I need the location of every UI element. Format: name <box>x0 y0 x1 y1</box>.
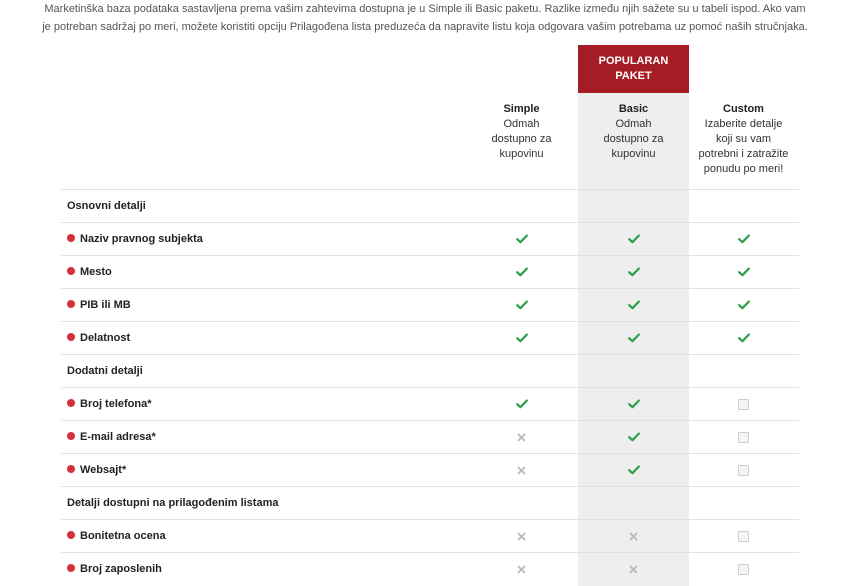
section-header-row <box>61 486 799 519</box>
check-icon <box>578 454 689 486</box>
row-label-text: Detalji dostupni na prilagođenim listama <box>67 497 279 509</box>
feature-label <box>67 388 152 420</box>
cross-icon <box>578 520 689 552</box>
intro-text: Marketinška baza podataka sastavljena prema vašim zahtevima dostupna je u Simple ili Basic paketu. Razlike između njih sažete su u tabeli ispod. Ako vam je potreban sadržaj po meri, možete koristiti opciju Prilagođena lista preduzeća da napravite listu koja odgovara vašim potrebama uz pomoć naših stručnjaka. <box>42 3 808 33</box>
option-checkbox[interactable] <box>738 564 749 575</box>
option-checkbox[interactable] <box>738 399 749 410</box>
row-label-text: Delatnost <box>80 332 131 344</box>
row-label-text: Dodatni detalji <box>67 365 143 377</box>
table-row <box>61 552 799 585</box>
bullet-dot-icon <box>67 432 75 440</box>
check-icon <box>466 223 577 255</box>
plan-name: Custom <box>723 103 764 115</box>
check-icon <box>466 256 577 288</box>
cross-icon <box>466 454 577 486</box>
bullet-dot-icon <box>67 465 75 473</box>
table-row <box>61 288 799 321</box>
cross-icon <box>578 553 689 585</box>
feature-label <box>67 289 131 321</box>
row-label-text: Websajt* <box>80 464 127 476</box>
table-row <box>61 255 799 288</box>
check-icon <box>578 322 689 354</box>
bullet-dot-icon <box>67 267 75 275</box>
check-icon <box>578 388 689 420</box>
checkbox-cell[interactable] <box>688 421 799 453</box>
feature-label <box>67 223 203 255</box>
feature-label <box>67 520 166 552</box>
feature-label <box>67 256 112 288</box>
section-header-row <box>61 354 799 387</box>
bullet-dot-icon <box>67 333 75 341</box>
plan-name: Simple <box>503 103 540 115</box>
check-icon <box>688 256 799 288</box>
section-header-row <box>61 189 799 222</box>
section-label <box>67 190 146 222</box>
plan-description: Izaberite detalje koji su vam potrebni i zatražite ponudu po meri! <box>698 118 789 175</box>
checkbox-cell[interactable] <box>688 553 799 585</box>
table-row <box>61 519 799 552</box>
plan-name: Basic <box>618 103 649 115</box>
row-label-text: Bonitetna ocena <box>80 530 166 542</box>
feature-label <box>67 322 130 354</box>
feature-label <box>67 553 162 585</box>
bullet-dot-icon <box>67 531 75 539</box>
feature-label <box>67 454 126 486</box>
option-checkbox[interactable] <box>738 432 749 443</box>
row-label-text: Mesto <box>80 266 112 278</box>
bullet-dot-icon <box>67 399 75 407</box>
table-row <box>61 222 799 255</box>
check-icon <box>466 388 577 420</box>
row-label-text: PIB ili MB <box>80 299 131 311</box>
checkbox-cell[interactable] <box>688 520 799 552</box>
check-icon <box>578 289 689 321</box>
check-icon <box>578 421 689 453</box>
check-icon <box>466 322 577 354</box>
plan-custom <box>688 102 799 177</box>
bullet-dot-icon <box>67 564 75 572</box>
check-icon <box>688 322 799 354</box>
table-row <box>61 453 799 486</box>
plan-simple <box>466 102 577 162</box>
plan-description: Odmah dostupno za kupovinu <box>603 118 664 160</box>
bullet-dot-icon <box>67 234 75 242</box>
cross-icon <box>466 520 577 552</box>
section-label <box>67 487 278 519</box>
check-icon <box>578 256 689 288</box>
plan-description: Odmah dostupno za kupovinu <box>491 118 552 160</box>
cross-icon <box>466 553 577 585</box>
row-label-text: E-mail adresa* <box>80 431 156 443</box>
check-icon <box>688 289 799 321</box>
checkbox-cell[interactable] <box>688 388 799 420</box>
row-label-text: Osnovni detalji <box>67 200 146 212</box>
bullet-dot-icon <box>67 300 75 308</box>
cross-icon <box>466 421 577 453</box>
section-label <box>67 355 143 387</box>
popular-badge <box>578 45 689 93</box>
table-row <box>61 321 799 354</box>
table-row <box>61 387 799 420</box>
row-label-text: Broj telefona* <box>80 398 152 410</box>
check-icon <box>688 223 799 255</box>
check-icon <box>466 289 577 321</box>
check-icon <box>578 223 689 255</box>
option-checkbox[interactable] <box>738 465 749 476</box>
table-row <box>61 420 799 453</box>
row-label-text: Broj zaposlenih <box>80 563 162 575</box>
feature-label <box>67 421 156 453</box>
checkbox-cell[interactable] <box>688 454 799 486</box>
plan-basic <box>578 102 689 162</box>
row-label-text: Naziv pravnog subjekta <box>80 233 203 245</box>
option-checkbox[interactable] <box>738 531 749 542</box>
popular-badge-label: POPULARAN PAKET <box>598 55 669 82</box>
